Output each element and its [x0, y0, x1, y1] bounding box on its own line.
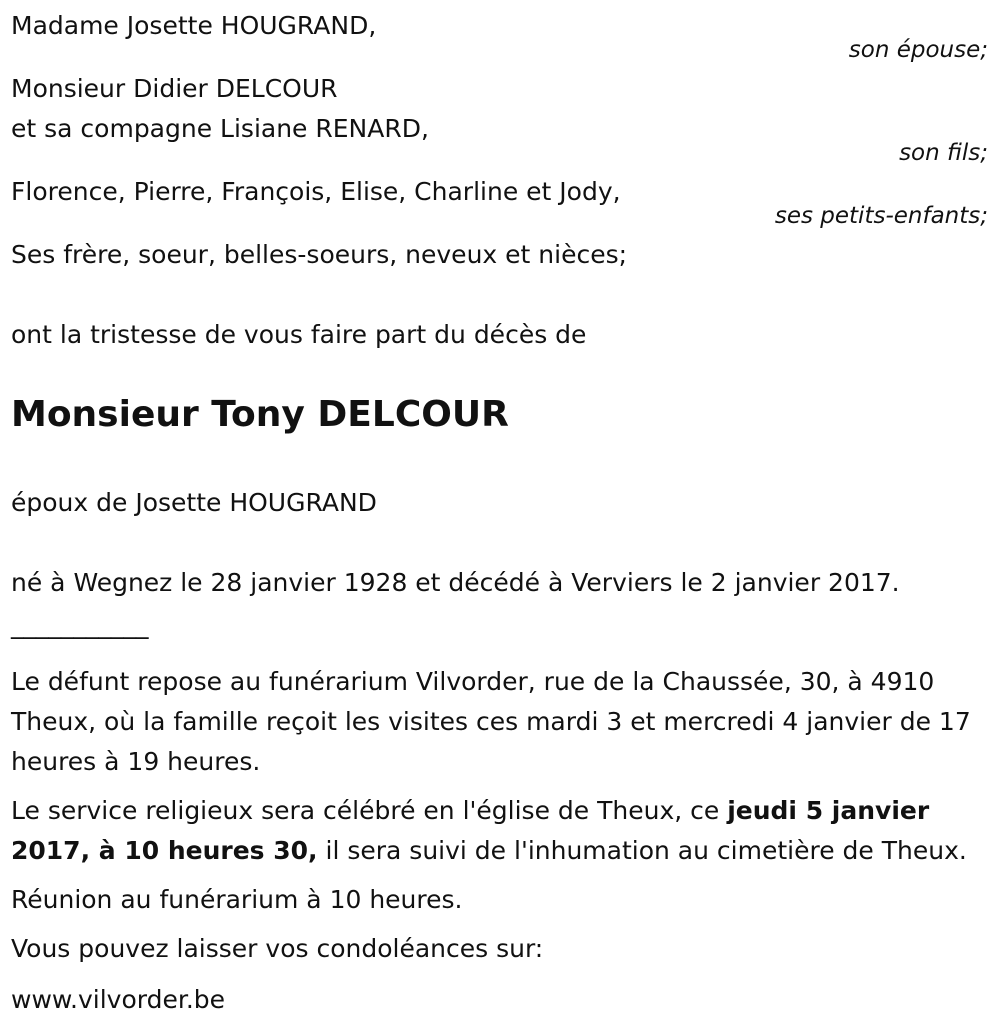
- son-partner: et sa compagne Lisiane RENARD,: [11, 114, 429, 143]
- spouse-role: son épouse;: [848, 37, 988, 63]
- repose-paragraph: Le défunt repose au funérarium Vilvorder, rue de la Chaussée, 30, à 4910 Theux, où la famille reçoit les visites ces mardi 3 et mercredi 4 janvier de 17 heures à 19 heures.: [11, 667, 971, 776]
- service-outro: il sera suivi de l'inhumation au cimetière de Theux.: [317, 836, 967, 865]
- meeting-line: Réunion au funérarium à 10 heures.: [11, 885, 463, 914]
- spouse-of-line: époux de Josette HOUGRAND: [11, 488, 377, 517]
- announcement-text: ont la tristesse de vous faire part du décès de: [11, 320, 587, 349]
- deceased-name: Monsieur Tony DELCOUR: [11, 394, 509, 435]
- siblings-line: Ses frère, soeur, belles-soeurs, neveux et nièces;: [11, 240, 628, 269]
- son-name: Monsieur Didier DELCOUR: [11, 74, 338, 103]
- service-paragraph: [11, 791, 996, 871]
- grandchildren-names: Florence, Pierre, François, Elise, Charline et Jody,: [11, 177, 621, 206]
- grandchildren-role: ses petits-enfants;: [774, 203, 988, 229]
- son-role: son fils;: [899, 140, 988, 166]
- service-date: jeudi 5 janvier 2017, à 10 heures 30,: [11, 796, 930, 865]
- condolences-line: Vous pouvez laisser vos condoléances sur:: [11, 934, 544, 963]
- birth-death-line: né à Wegnez le 28 janvier 1928 et décédé à Verviers le 2 janvier 2017.: [11, 568, 900, 597]
- website-link[interactable]: www.vilvorder.be: [11, 985, 226, 1014]
- service-intro: Le service religieux sera célébré en l'église de Theux, ce: [11, 796, 728, 825]
- spouse-name: Madame Josette HOUGRAND,: [11, 11, 377, 40]
- separator-line: ___________: [11, 610, 149, 639]
